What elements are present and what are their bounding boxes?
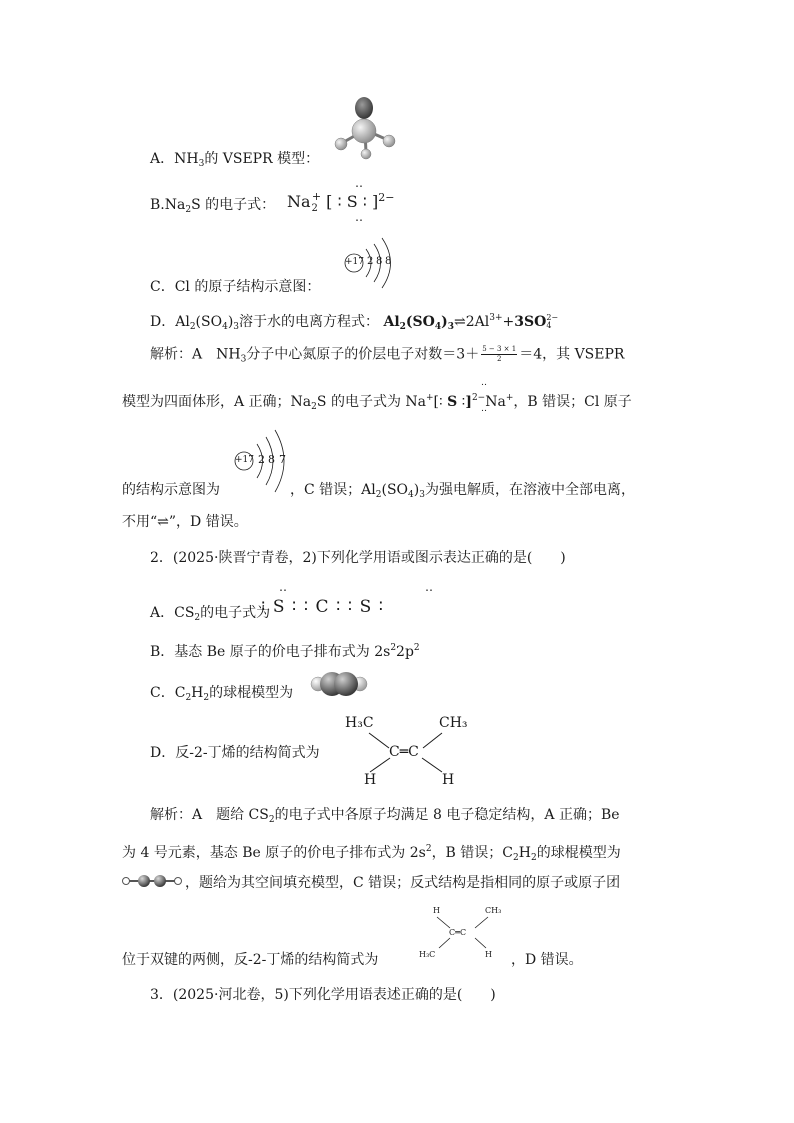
q2-option-a: A．$CS_2$的电子式为: [150, 605, 271, 623]
small-structure-top-right: CH₃: [485, 906, 502, 915]
cs2-electron-formula: ∶ S ∶ ∶ C ∶ ∶ S ∶: [261, 597, 385, 617]
q2-option-d: D．反-2-丁烯的结构简式为: [150, 745, 320, 761]
small-structure-top-left: H: [433, 906, 440, 915]
q1-analysis-line-3-pre: 的结构示意图为: [122, 482, 220, 498]
c2h2-space-filling-model-image: [310, 670, 368, 698]
cl-nucleus-label: +17: [345, 257, 364, 267]
q1-analysis-line-1: 解析：A $NH_3$分子中心氮原子的价层电子对数＝3＋ $\frac{5 - 3 \times 1}{2}$ ＝4，其 VSEPR: [150, 345, 625, 365]
s-dots-bottom: ‥: [481, 404, 489, 414]
q2-analysis-line-4-pre: 位于双键的两侧，反-2-丁烯的结构简式为: [122, 952, 379, 968]
q1-option-d: D．$Al_2(SO_4)_3$溶于水的电离方程式： $Al_2(SO_4)_3\rightleftharpoons 2Al^{3+}+3SO$ 2− 4: [150, 313, 559, 332]
q2-analysis-line-2: 为 4 号元素，基态 Be 原子的价电子排布式为 $2s^2$，B 错误；$C_2H_2$的球棍模型为: [122, 844, 621, 863]
q1-option-c: C．Cl 的原子结构示意图：: [150, 279, 321, 295]
lone-pair-dots-bottom: ‥: [355, 210, 365, 224]
q2-stem: 2．(2025·陕晋宁青卷，2)下列化学用语或图示表达正确的是( ): [150, 550, 566, 566]
q2-analysis-line-4-end: ，D 错误。: [511, 952, 583, 968]
small-structure-bottom-left: H₃C: [419, 950, 436, 959]
small-structure-bonds: [430, 915, 500, 953]
analysis-cl-shell-2: 8: [268, 453, 275, 466]
small-structure-center: C═C: [449, 928, 467, 937]
cl-shell-3: 8: [385, 256, 392, 267]
structure-center: C═C: [389, 744, 419, 760]
structure-top-left: H₃C: [345, 715, 374, 731]
cs2-dots-right-top: ‥: [425, 580, 435, 594]
lone-pair-dots-top: ‥: [355, 176, 365, 190]
s-dots-top: ‥: [481, 378, 489, 388]
c2h2-ball-stick-model-image: [121, 871, 183, 891]
vsepr-model-image: [330, 95, 400, 160]
structure-top-right: CH₃: [439, 715, 468, 731]
q1-analysis-line-3: ，C 错误；$Al_2(SO_4)_3$为强电解质，在溶液中全部电离，: [290, 482, 635, 500]
cs2-dots-left-top: ‥: [279, 580, 289, 594]
structure-bottom-right: H: [442, 772, 455, 788]
analysis-cl-shell-3: 7: [279, 453, 286, 466]
analysis-cl-nucleus: +17: [235, 455, 254, 465]
structure-bottom-left: H: [364, 772, 377, 788]
q1-option-b: $B.Na_2S$ 的电子式：: [150, 197, 276, 215]
q2-option-b: B．基态 Be 原子的价电子排布式为 $2s^22p^2$: [150, 643, 420, 660]
na2s-electron-formula: $Na_2^+$ [ ∶ S ∶ ]$^{2-}$: [287, 190, 395, 214]
small-structure-bottom-right: H: [485, 950, 492, 959]
q1-analysis-line-4: 不用“⇌”，D 错误。: [122, 514, 248, 530]
analysis-cl-shell-1: 2: [258, 453, 265, 466]
q3-stem: 3．(2025·河北卷，5)下列化学用语表述正确的是( ): [150, 987, 496, 1003]
cl-shell-2: 8: [376, 256, 383, 267]
q2-analysis-line-3: ，题给为其空间填充模型，C 错误；反式结构是指相同的原子或原子团: [185, 875, 621, 891]
q1-option-a: A．$NH_3$的 VSEPR 模型：: [150, 151, 320, 169]
q1-analysis-line-2: 模型为四面体形，A 正确；$Na_2S$ 的电子式为 Na+[∶ S ∶]$^{2-}$Na+，B 错误；Cl 原子: [122, 393, 632, 412]
q2-analysis-line-1: 解析：A 题给 $CS_2$的电子式中各原子均满足 8 电子稳定结构，A 正确；Be: [150, 807, 620, 825]
cl-shell-1: 2: [367, 256, 374, 267]
structure-bonds: [360, 730, 450, 775]
q2-option-c: C．$C_2H_2$的球棍模型为: [150, 685, 294, 703]
